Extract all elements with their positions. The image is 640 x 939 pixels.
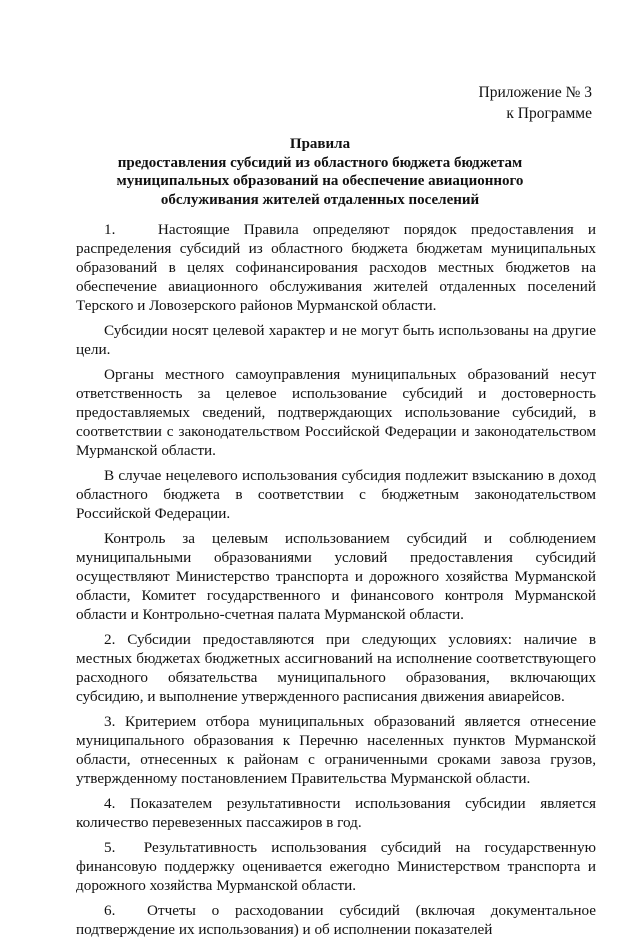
- appendix-label: [479, 82, 592, 124]
- document-body: [76, 220, 596, 939]
- paragraph-7: 3. Критерием отбора муниципальных образований является отнесение муниципального образования к Перечню населенных пунктов Мурманской области, отнесенных к районам с ограниченными сроками завоза грузов, утвержденному постановлением Правительства Мурманской области.: [76, 713, 596, 787]
- paragraph-8: 4. Показателем результативности использования субсидии является количество перевезенных пассажиров в год.: [76, 795, 596, 831]
- paragraph-5: Контроль за целевым использованием субсидий и соблюдением муниципальными образованиями условий предоставления субсидий осуществляют Министерство транспорта и дорожного хозяйства Мурманской области, Комитет государственного и финансового контроля Мурманской области и Контрольно-счетная палата Мурманской области.: [76, 530, 596, 623]
- document-title: [70, 135, 570, 209]
- paragraph-4: В случае нецелевого использования субсидия подлежит взысканию в доход областного бюджета в соответствии с бюджетным законодательством Российской Федерации.: [76, 467, 596, 522]
- paragraph-9: 5. Результативность использования субсидий на государственную финансовую поддержку оценивается ежегодно Министерством транспорта и дорожного хозяйства Мурманской области.: [76, 839, 596, 894]
- appendix-program: к Программе: [506, 105, 592, 122]
- paragraph-3: Органы местного самоуправления муниципальных образований несут ответственность за целевое использование субсидий и достоверность предоставляемых сведений, подтверждающих использование субсидий, в соответствии с законодательством Российской Федерации и законодательством Мурманской области.: [76, 366, 596, 459]
- title-subtitle-line-3: обслуживания жителей отдаленных поселений: [160, 191, 480, 208]
- appendix-number: Приложение № 3: [478, 84, 592, 101]
- title-subtitle-line-1: предоставления субсидий из областного бюджета бюджетам: [117, 154, 523, 171]
- title-subtitle-line-2: муниципальных образований на обеспечение авиационного: [116, 173, 524, 189]
- title-heading: Правила: [289, 136, 351, 152]
- paragraph-6: 2. Субсидии предоставляются при следующих условиях: наличие в местных бюджетах бюджетных ассигнований на исполнение соответствующего расходного обязательства муниципального образования, включающих субсидию, и выполнение утвержденного расписания движения авиарейсов.: [76, 631, 596, 705]
- paragraph-1: 1. Настоящие Правила определяют порядок предоставления и распределения субсидий из областного бюджета бюджетам муниципальных образований в целях софинансирования расходов местных бюджетов на обеспечение авиационного обслуживания жителей отдаленных поселений Терского и Ловозерского районов Мурманской области.: [76, 221, 596, 314]
- paragraph-10: 6. Отчеты о расходовании субсидий (включая документальное подтверждение их использования) и об исполнении показателей: [76, 902, 596, 938]
- paragraph-2: Субсидии носят целевой характер и не могут быть использованы на другие цели.: [76, 322, 596, 358]
